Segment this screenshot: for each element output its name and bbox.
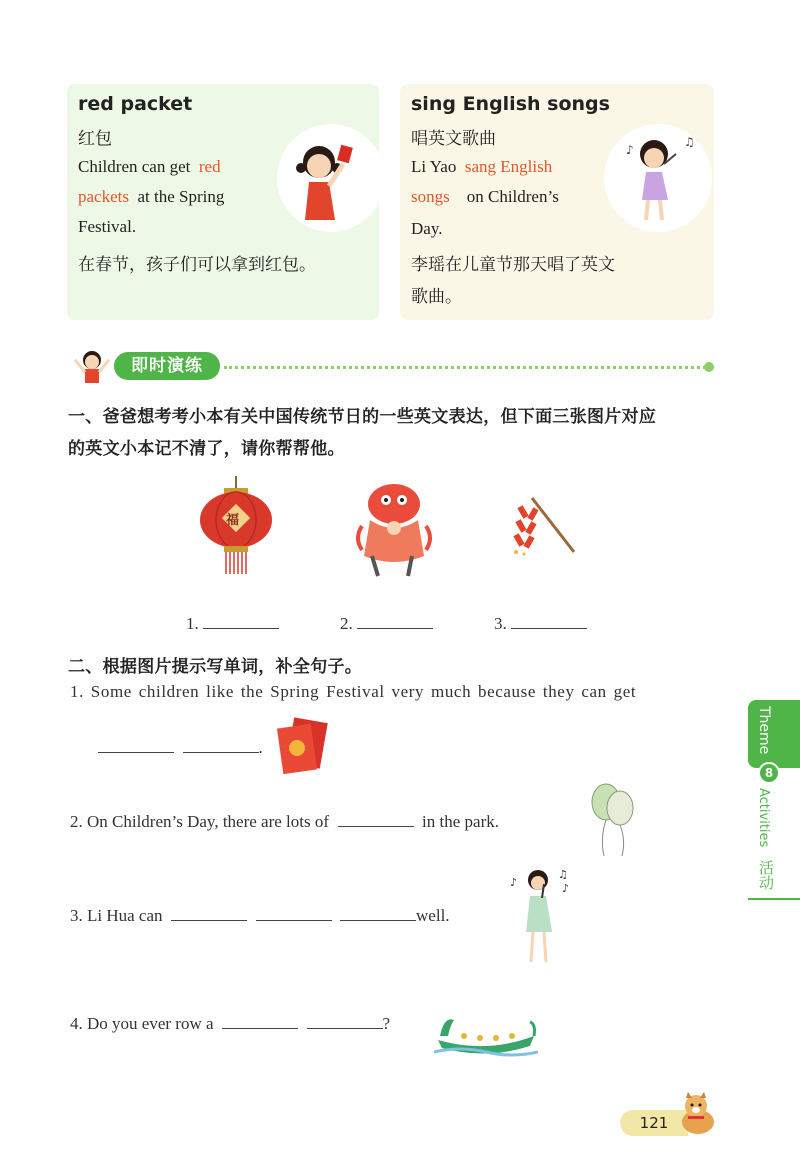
red-lantern-image: [196, 476, 276, 576]
card-term: sing English songs: [411, 93, 610, 115]
card-term: red packet: [78, 93, 193, 115]
divider-end-dot: [704, 362, 714, 372]
card-cn-term: 唱英文歌曲: [411, 129, 496, 149]
question-1-line-1: 1. Some children like the Spring Festival very much because they can get: [70, 682, 637, 701]
firecrackers-image: [510, 494, 576, 560]
q1-blank-2[interactable]: [183, 736, 259, 753]
q3-blank-2[interactable]: [256, 904, 332, 921]
page-number: 121: [620, 1110, 688, 1136]
svg-text:♫: ♫: [684, 135, 695, 149]
q4-blank-2[interactable]: [307, 1012, 383, 1029]
card-cn-sentence-line-2: 歌曲。: [411, 287, 462, 307]
question-1-blanks: .: [98, 736, 263, 758]
red-packets-image: [276, 716, 328, 774]
activities-cn-label: 活动: [757, 860, 775, 890]
vocab-card-sing-english-songs: [400, 84, 714, 320]
theme-number: 8: [758, 762, 780, 784]
card-cn-term: 红包: [78, 129, 112, 149]
vocab-card-red-packet: [67, 84, 379, 320]
card-sentence-line-1: Children can get red: [78, 157, 221, 176]
section-2-instruction: 二、根据图片提示写单词，补全句子。: [68, 657, 363, 677]
card-sentence-line-2: songs on Children’s: [411, 187, 559, 206]
card-sentence-line-3: Festival.: [78, 217, 137, 236]
puppy-icon: [676, 1090, 720, 1136]
practice-badge: 即时演练: [114, 352, 220, 380]
answer-3: 3.: [494, 612, 587, 634]
lantern-fu-character: 福: [226, 513, 240, 528]
section-1-instruction-line-2: 的英文小本记不清了，请你帮帮他。: [68, 439, 345, 459]
dragon-boat-image: [434, 1006, 538, 1062]
tab-underline: [748, 898, 800, 900]
answer-1: 1.: [186, 612, 279, 634]
girl-with-red-packet-illustration: [277, 124, 385, 232]
cheering-kid-icon: [72, 346, 112, 386]
answer-2: 2.: [340, 612, 433, 634]
card-sentence-line-3: Day.: [411, 219, 443, 238]
activities-label: Activities: [756, 788, 771, 848]
answer-3-blank[interactable]: [511, 612, 587, 629]
girl-singing-microphone-image: [506, 862, 572, 966]
question-2: 2. On Children’s Day, there are lots of in the park.: [70, 812, 499, 831]
svg-text:♪: ♪: [510, 876, 518, 889]
balloons-image: [586, 780, 642, 860]
girl-singing-illustration: [604, 124, 712, 232]
card-cn-sentence: 在春节，孩子们可以拿到红包。: [78, 255, 316, 275]
question-3: 3. Li Hua can well.: [70, 906, 450, 925]
q4-blank-1[interactable]: [222, 1012, 298, 1029]
svg-text:♪: ♪: [562, 882, 570, 895]
q1-blank-1[interactable]: [98, 736, 174, 753]
card-sentence-line-2: packets at the Spring: [78, 187, 225, 206]
answer-2-blank[interactable]: [357, 612, 433, 629]
lion-dance-image: [352, 476, 436, 578]
q2-blank[interactable]: [338, 810, 414, 827]
theme-label: Theme: [756, 706, 772, 755]
theme-side-tab[interactable]: [748, 700, 800, 900]
card-sentence-line-1: Li Yao sang English: [411, 157, 553, 176]
svg-text:♪: ♪: [626, 143, 634, 157]
svg-text:♫: ♫: [558, 868, 568, 881]
dotted-divider: [224, 366, 706, 369]
q3-blank-3[interactable]: [340, 904, 416, 921]
question-4: 4. Do you ever row a ?: [70, 1014, 391, 1033]
section-1-instruction-line-1: 一、爸爸想考考小本有关中国传统节日的一些英文表达，但下面三张图片对应: [68, 407, 657, 427]
card-cn-sentence-line-1: 李瑶在儿童节那天唱了英文: [411, 255, 615, 275]
answer-1-blank[interactable]: [203, 612, 279, 629]
q3-blank-1[interactable]: [171, 904, 247, 921]
